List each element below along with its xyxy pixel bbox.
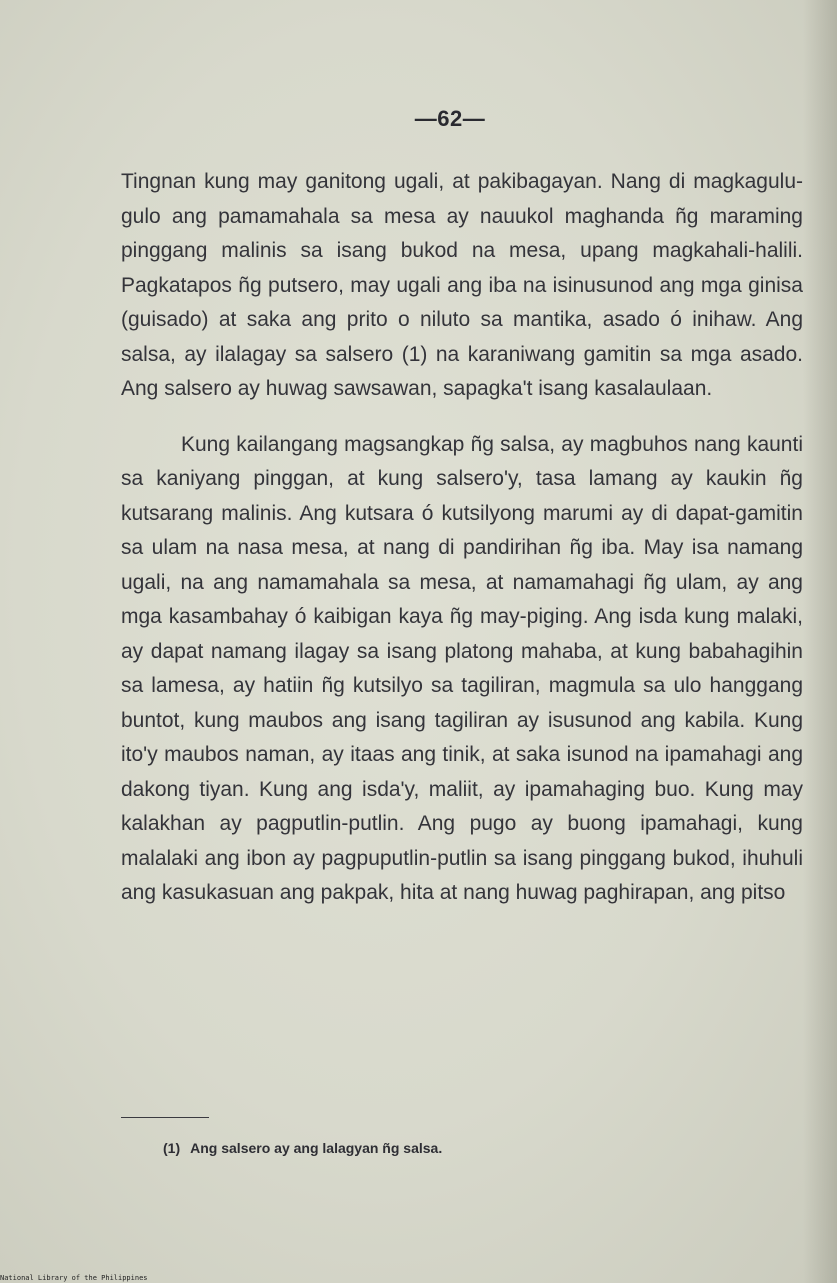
- page-edge-shadow: [803, 0, 837, 1283]
- footnote-divider: [121, 1117, 209, 1118]
- footnote-marker: (1): [163, 1140, 181, 1156]
- body-text: [121, 165, 803, 911]
- paragraph-2: Kung kailangang magsangkap ñg salsa, ay magbuhos nang kaunti sa kaniyang pinggan, at kung salsero'y, tasa lamang ay kaukin ñg kutsarang malinis. Ang kutsara ó kutsilyong marumi ay di dapat-gamitin sa ulam na nasa mesa, at nang di pandirihan ñg iba. May isa namang ugali, na ang namamahala sa mesa, at namamahagi ñg ulam, ay ang mga kasambahay ó kaibigan kaya ñg may-piging. Ang isda kung malaki, ay dapat namang ilagay sa isang platong mahaba, at kung babahagihin sa lamesa, ay hatiin ñg kutsilyo sa tagiliran, magmula sa ulo hanggang buntot, kung maubos ang isang tagiliran ay isusunod ang kabila. Kung ito'y maubos naman, ay itaas ang tinik, at saka isunod na ipamahagi ang dakong tiyan. Kung ang isda'y, maliit, ay ipamahaging buo. Kung may kalakhan ay pagputlin-putlin. Ang pugo ay buong ipamahagi, kung malalaki ang ibon ay pagpuputlin-putlin sa isang pinggang bukod, ihuhuli ang kasukasuan ang pakpak, hita at nang huwag paghirapan, ang pitso: [121, 432, 803, 904]
- footnote: [163, 1140, 442, 1156]
- scanner-credit: National Library of the Philippines: [0, 1274, 148, 1282]
- page-number: —62—: [414, 106, 486, 131]
- footnote-text: Ang salsero ay ang lalagyan ñg salsa.: [190, 1140, 443, 1156]
- paragraph-1: Tingnan kung may ganitong ugali, at pakibagayan. Nang di magkagulu-gulo ang pamamahala sa mesa ay nauukol maghanda ñg maraming pinggang malinis sa isang bukod na mesa, upang magkahali-halili. Pagkatapos ñg putsero, may ugali ang iba na isinusunod ang mga ginisa (guisado) at saka ang prito o niluto sa mantika, asado ó inihaw. Ang salsa, ay ilalagay sa salsero (1) na karaniwang gamitin sa mga asado. Ang salsero ay huwag sawsawan, sapagka't isang kasalaulaan.: [121, 170, 803, 400]
